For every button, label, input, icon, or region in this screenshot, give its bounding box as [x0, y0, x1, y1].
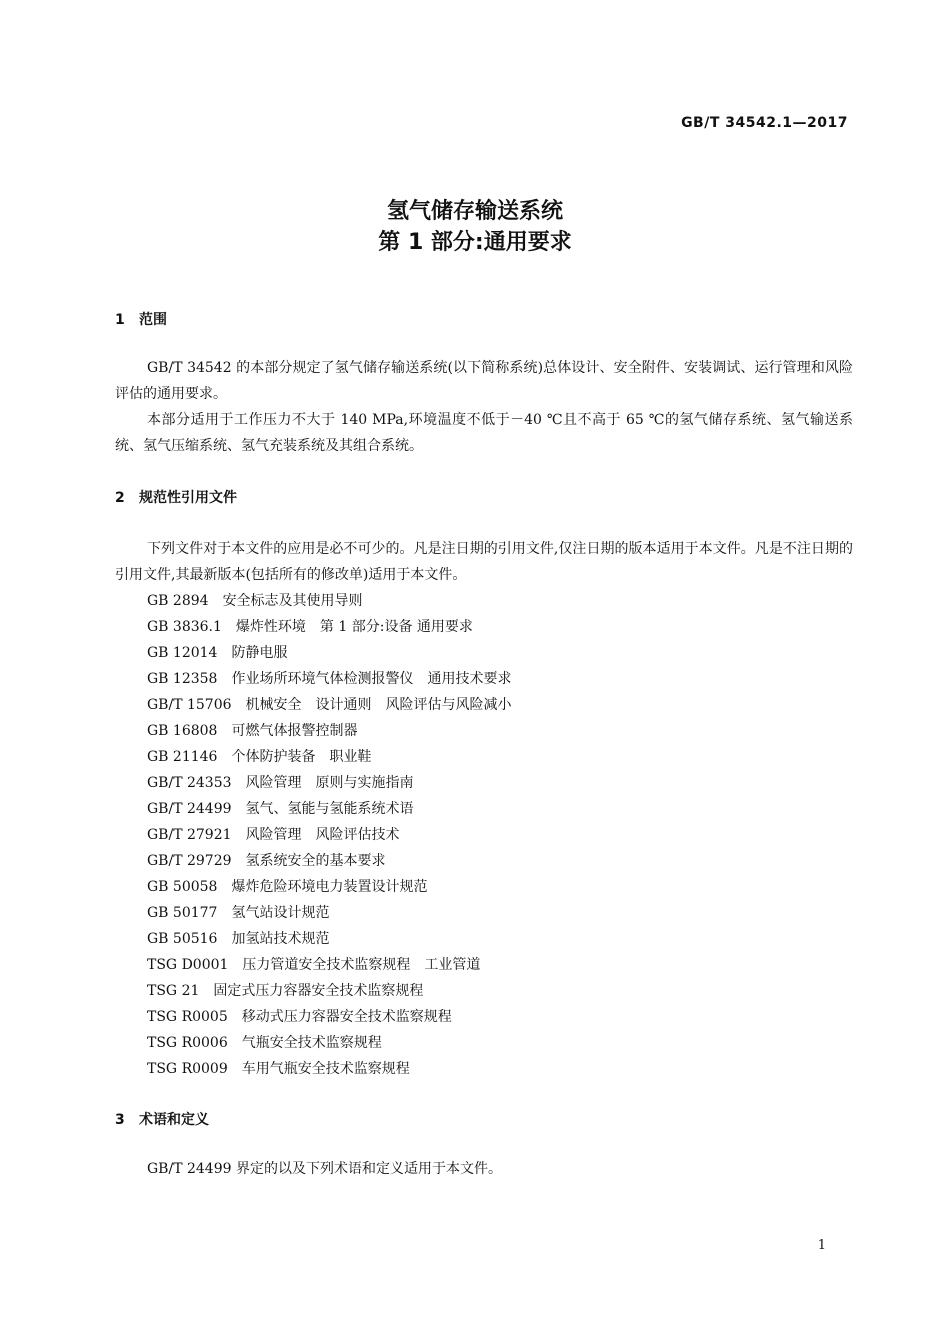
reference-title: 气瓶安全技术监察规程 — [241, 1035, 382, 1051]
reference-item — [147, 744, 512, 770]
reference-code: GB 12358 — [147, 671, 218, 687]
reference-title: 作业场所环境气体检测报警仪 通用技术要求 — [231, 671, 512, 687]
standard-number: GB/T 34542.1—2017 — [681, 115, 848, 131]
reference-title: 固定式压力容器安全技术监察规程 — [213, 983, 424, 999]
reference-title: 安全标志及其使用导则 — [222, 593, 363, 609]
reference-code: TSG D0001 — [147, 957, 229, 973]
reference-item — [147, 666, 512, 692]
terms-paragraph: GB/T 24499 界定的以及下列术语和定义适用于本文件。 — [147, 1161, 502, 1177]
reference-item — [147, 900, 512, 926]
section-title: 规范性引用文件 — [139, 490, 237, 506]
section-title: 术语和定义 — [139, 1112, 209, 1128]
scope-paragraph-1: GB/T 34542 的本部分规定了氢气储存输送系统(以下简称系统)总体设计、安全附件、安装调试、运行管理和风险评估的通用要求。 — [115, 360, 853, 402]
section-heading-normative-references — [115, 487, 237, 507]
reference-item — [147, 718, 512, 744]
reference-item — [147, 692, 512, 718]
section-number: 2 — [115, 490, 125, 506]
reference-title: 爆炸危险环境电力装置设计规范 — [231, 879, 428, 895]
scope-paragraph-2: 本部分适用于工作压力不大于 140 MPa,环境温度不低于－40 ℃且不高于 65 ℃的氢气储存系统、氢气输送系统、氢气压缩系统、氢气充装系统及其组合系统。 — [115, 412, 853, 454]
reference-title: 防静电服 — [231, 645, 288, 661]
reference-code: GB 50177 — [147, 905, 218, 921]
reference-title: 氢气、氢能与氢能系统术语 — [245, 801, 414, 817]
section-heading-terms-and-definitions — [115, 1109, 209, 1129]
reference-code: GB 3836.1 — [147, 619, 222, 635]
section-heading-scope — [115, 309, 167, 329]
reference-code: GB 21146 — [147, 749, 218, 765]
reference-item — [147, 822, 512, 848]
reference-item — [147, 978, 512, 1004]
reference-title: 加氢站技术规范 — [231, 931, 330, 947]
title-line-part: 第 1 部分:通用要求 — [378, 230, 572, 255]
reference-code: TSG R0005 — [147, 1009, 228, 1025]
reference-code: GB/T 24499 — [147, 801, 232, 817]
reference-list — [147, 588, 512, 1082]
reference-code: GB 16808 — [147, 723, 218, 739]
reference-item — [147, 874, 512, 900]
references-intro-paragraph: 下列文件对于本文件的应用是必不可少的。凡是注日期的引用文件,仅注日期的版本适用于本文件。凡是不注日期的引用文件,其最新版本(包括所有的修改单)适用于本文件。 — [115, 541, 853, 583]
reference-title: 风险管理 风险评估技术 — [245, 827, 400, 843]
reference-item — [147, 1004, 512, 1030]
reference-title: 风险管理 原则与实施指南 — [245, 775, 414, 791]
reference-code: TSG R0009 — [147, 1061, 228, 1077]
section-number: 3 — [115, 1112, 125, 1128]
reference-title: 移动式压力容器安全技术监察规程 — [241, 1009, 452, 1025]
title-line-main: 氢气储存输送系统 — [386, 199, 563, 224]
reference-title: 机械安全 设计通则 风险评估与风险减小 — [245, 697, 512, 713]
reference-code: GB/T 29729 — [147, 853, 232, 869]
reference-title: 氢气站设计规范 — [231, 905, 330, 921]
reference-item — [147, 926, 512, 952]
reference-title: 氢系统安全的基本要求 — [245, 853, 386, 869]
reference-item — [147, 1030, 512, 1056]
reference-code: GB/T 24353 — [147, 775, 232, 791]
reference-code: GB 2894 — [147, 593, 209, 609]
reference-item — [147, 1056, 512, 1082]
reference-item — [147, 614, 512, 640]
reference-item — [147, 770, 512, 796]
document-title — [0, 196, 950, 258]
reference-title: 压力管道安全技术监察规程 工业管道 — [242, 957, 481, 973]
reference-item — [147, 588, 512, 614]
reference-item — [147, 640, 512, 666]
section-title: 范围 — [139, 312, 167, 328]
reference-item — [147, 952, 512, 978]
reference-title: 可燃气体报警控制器 — [231, 723, 358, 739]
reference-code: GB 50058 — [147, 879, 218, 895]
reference-title: 爆炸性环境 第 1 部分:设备 通用要求 — [235, 619, 473, 635]
reference-code: GB 50516 — [147, 931, 218, 947]
reference-code: TSG R0006 — [147, 1035, 228, 1051]
reference-code: GB/T 15706 — [147, 697, 232, 713]
reference-code: TSG 21 — [147, 983, 200, 999]
reference-item — [147, 796, 512, 822]
reference-item — [147, 848, 512, 874]
reference-title: 车用气瓶安全技术监察规程 — [241, 1061, 410, 1077]
page-number: 1 — [817, 1238, 826, 1253]
reference-code: GB/T 27921 — [147, 827, 232, 843]
section-number: 1 — [115, 312, 125, 328]
reference-code: GB 12014 — [147, 645, 218, 661]
reference-title: 个体防护装备 职业鞋 — [231, 749, 372, 765]
